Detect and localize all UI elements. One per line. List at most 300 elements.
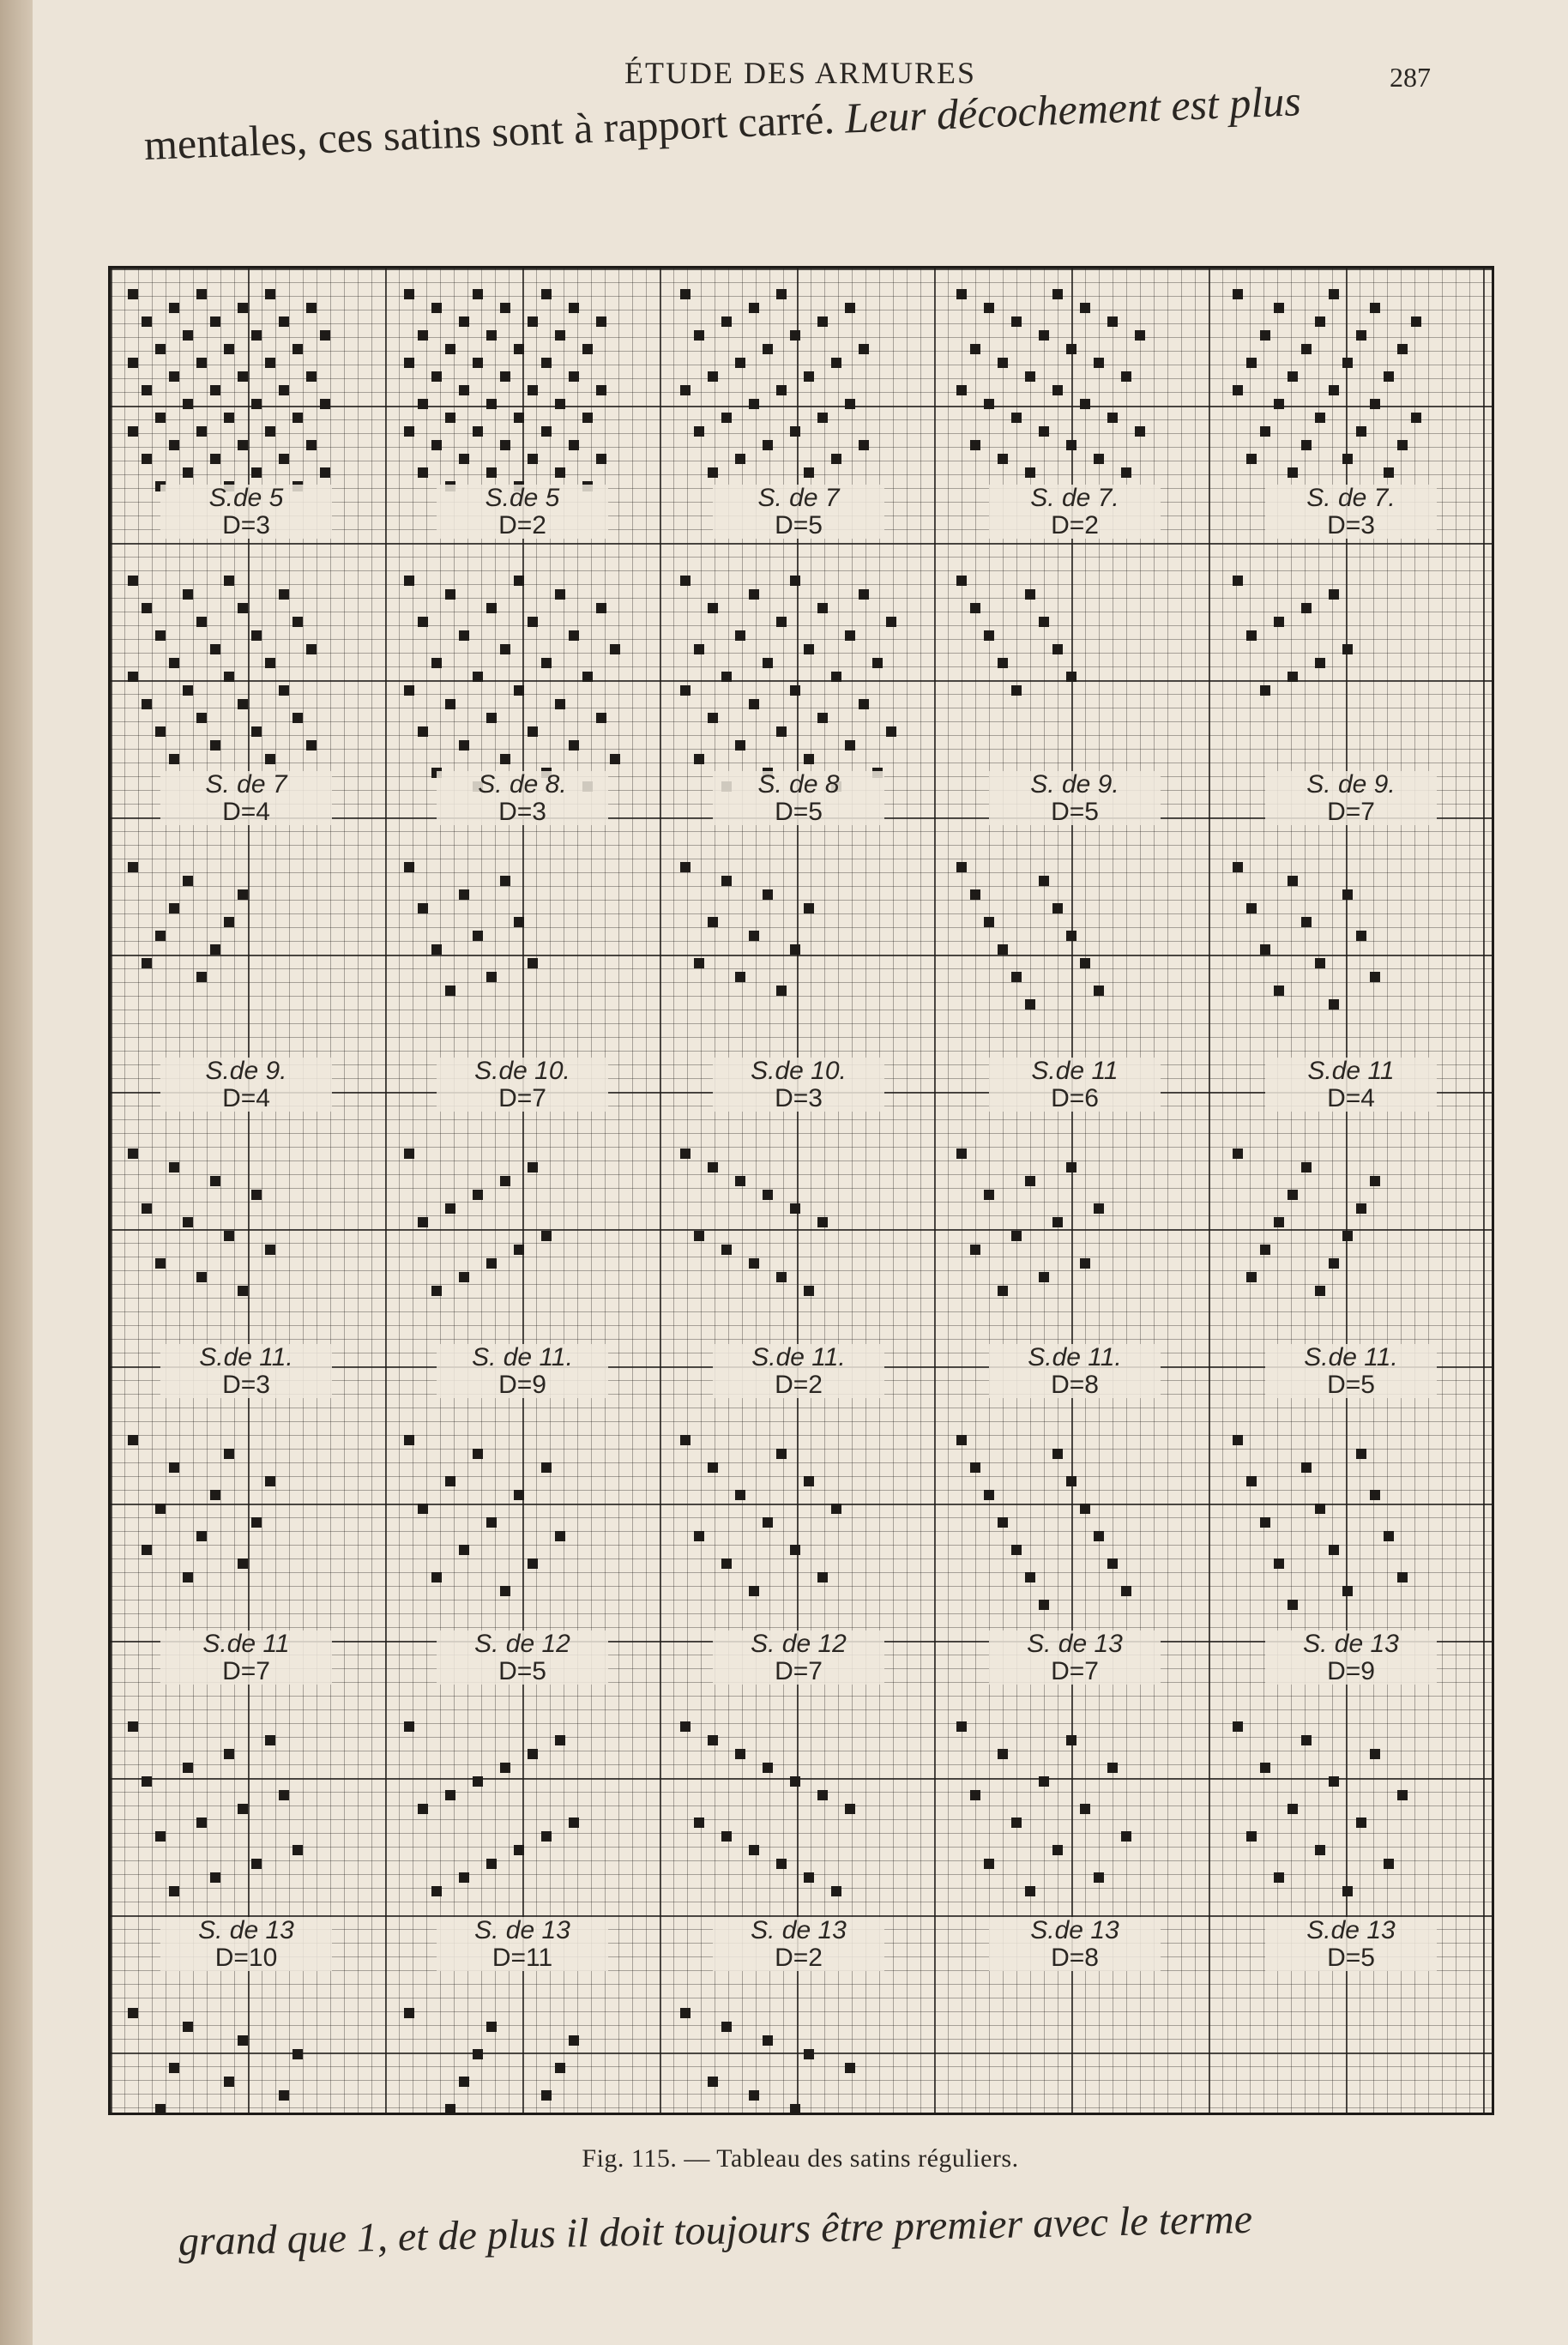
weave-point xyxy=(1233,576,1243,586)
weave-point xyxy=(1342,1231,1353,1241)
satin-label xyxy=(989,1631,1161,1685)
book-gutter xyxy=(0,0,33,2345)
satin-label-name: S. de 11. xyxy=(472,1343,573,1371)
weave-point xyxy=(1121,1831,1131,1842)
weave-point xyxy=(459,740,469,751)
satin-label-step: D=4 xyxy=(222,1083,270,1112)
weave-point xyxy=(859,589,869,600)
satin-pattern xyxy=(680,2008,855,2113)
weave-point xyxy=(251,630,262,641)
weave-point xyxy=(1260,330,1270,341)
weave-point xyxy=(514,685,524,696)
weave-point xyxy=(306,303,317,313)
weave-point xyxy=(984,917,994,927)
satin-pattern xyxy=(680,1435,841,1596)
weave-point xyxy=(749,589,759,600)
weave-point xyxy=(183,2022,193,2032)
satin-label-name: S. de 8. xyxy=(478,770,567,799)
book-page xyxy=(33,0,1568,2345)
satin-label-name: S.de 11 xyxy=(1307,1057,1395,1085)
weave-point xyxy=(265,658,275,668)
weave-point xyxy=(998,358,1008,368)
weave-point xyxy=(528,385,538,395)
weave-point xyxy=(1260,685,1270,696)
weave-point xyxy=(1397,1790,1408,1800)
satin-label xyxy=(1265,1058,1437,1112)
weave-point xyxy=(708,371,718,382)
weave-point xyxy=(265,1245,275,1255)
weave-point xyxy=(763,440,773,450)
satin-label-name: S. de 12 xyxy=(474,1630,570,1658)
weave-point xyxy=(817,316,828,327)
weave-point xyxy=(763,658,773,668)
weave-point xyxy=(1011,972,1022,982)
weave-point xyxy=(1121,1586,1131,1596)
weave-point xyxy=(1246,1831,1257,1842)
weave-point xyxy=(694,1531,704,1541)
weave-point xyxy=(721,1245,732,1255)
weave-point xyxy=(1384,1859,1394,1869)
weave-point xyxy=(776,1272,787,1282)
weave-point xyxy=(486,399,497,409)
weave-point xyxy=(1274,303,1284,313)
weave-point xyxy=(790,426,800,437)
weave-point xyxy=(251,467,262,478)
weave-point xyxy=(596,316,606,327)
satin-label-name: S. de 13 xyxy=(1027,1630,1123,1658)
weave-point xyxy=(998,1749,1008,1759)
weave-point xyxy=(459,316,469,327)
weave-point xyxy=(418,399,428,409)
weave-point xyxy=(790,1776,800,1787)
weave-point xyxy=(514,413,524,423)
satin-label-name: S.de 11. xyxy=(1028,1343,1122,1371)
weave-point xyxy=(1315,1286,1325,1296)
weave-point xyxy=(804,1872,814,1883)
satin-label-step: D=5 xyxy=(1327,1370,1375,1399)
satin-label xyxy=(160,1344,332,1398)
weave-point xyxy=(431,303,442,313)
weave-point xyxy=(169,1162,179,1172)
satin-label-name: S. de 9. xyxy=(1030,770,1119,799)
weave-point xyxy=(1039,1600,1049,1610)
weave-point xyxy=(1080,1504,1090,1514)
weave-point xyxy=(500,1176,510,1186)
weave-point xyxy=(569,303,579,313)
weave-point xyxy=(708,2077,718,2087)
weave-point xyxy=(776,289,787,299)
satin-pattern xyxy=(1233,576,1353,696)
satin-label-name: S.de 9. xyxy=(205,1057,287,1085)
weave-point xyxy=(196,972,207,982)
weave-point xyxy=(1039,330,1049,341)
weave-point xyxy=(998,1286,1008,1296)
weave-point xyxy=(445,2104,455,2113)
weave-point xyxy=(1356,426,1366,437)
weave-point xyxy=(1107,413,1118,423)
weave-point xyxy=(169,440,179,450)
weave-point xyxy=(1094,358,1104,368)
weave-point xyxy=(183,1217,193,1227)
weave-point xyxy=(459,2077,469,2087)
weave-point xyxy=(142,958,152,968)
satin-pattern xyxy=(956,862,1104,1010)
weave-point xyxy=(1329,289,1339,299)
weave-point xyxy=(155,726,166,737)
weave-point xyxy=(1301,344,1312,354)
weave-point xyxy=(680,385,691,395)
satin-label-step: D=8 xyxy=(1051,1943,1099,1972)
satin-label-step: D=2 xyxy=(498,510,546,540)
weave-point xyxy=(680,862,691,872)
weave-point xyxy=(210,1176,220,1186)
weave-point xyxy=(1329,1545,1339,1555)
weave-point xyxy=(1052,1449,1063,1459)
satin-label-name: S.de 11. xyxy=(199,1343,293,1371)
weave-point xyxy=(210,944,220,955)
weave-point xyxy=(486,1258,497,1269)
satin-pattern xyxy=(128,1148,275,1296)
weave-point xyxy=(1094,986,1104,996)
satin-pattern xyxy=(128,576,317,764)
weave-point xyxy=(1066,440,1076,450)
weave-point xyxy=(279,685,289,696)
weave-point xyxy=(418,1804,428,1814)
weave-point xyxy=(1288,371,1298,382)
satin-pattern xyxy=(1233,289,1421,478)
weave-point xyxy=(1135,330,1145,341)
weave-point xyxy=(1025,467,1035,478)
weave-point xyxy=(680,2008,691,2018)
weave-point xyxy=(817,413,828,423)
weave-point xyxy=(1329,385,1339,395)
satin-pattern xyxy=(404,289,606,491)
satin-pattern xyxy=(1233,1148,1380,1296)
weave-point xyxy=(680,1435,691,1445)
weave-point xyxy=(804,2049,814,2059)
weave-point xyxy=(1052,1217,1063,1227)
weave-point xyxy=(956,1435,967,1445)
weave-point xyxy=(790,2104,800,2113)
body-text-bottom: grand que 1, et de plus il doit toujours être premier avec le terme xyxy=(178,2196,1253,2264)
weave-point xyxy=(1288,1600,1298,1610)
weave-point xyxy=(404,289,414,299)
weave-point xyxy=(224,1231,234,1241)
weave-point xyxy=(528,617,538,627)
weave-point xyxy=(431,1286,442,1296)
weave-point xyxy=(555,1531,565,1541)
weave-point xyxy=(404,685,414,696)
weave-point xyxy=(265,1476,275,1486)
page-number: 287 xyxy=(1390,62,1431,93)
satin-label-name: S.de 10. xyxy=(751,1057,847,1085)
satin-pattern xyxy=(128,862,248,982)
weave-point xyxy=(708,603,718,613)
weave-point xyxy=(1342,889,1353,900)
weave-point xyxy=(1315,1504,1325,1514)
weave-point xyxy=(142,1776,152,1787)
weave-point xyxy=(292,713,303,723)
weave-point xyxy=(735,1490,745,1500)
weave-point xyxy=(238,889,248,900)
weave-point xyxy=(306,644,317,654)
weave-point xyxy=(486,713,497,723)
weave-point xyxy=(169,903,179,913)
weave-point xyxy=(224,413,234,423)
weave-point xyxy=(790,685,800,696)
satin-label-step: D=2 xyxy=(775,1943,823,1972)
weave-point xyxy=(817,603,828,613)
satin-table-figure xyxy=(108,266,1494,2115)
weave-point xyxy=(859,440,869,450)
weave-point xyxy=(418,330,428,341)
weave-point xyxy=(1301,917,1312,927)
weave-point xyxy=(224,344,234,354)
satin-label-step: D=8 xyxy=(1051,1370,1099,1399)
weave-point xyxy=(1397,440,1408,450)
satin-label xyxy=(1265,485,1437,539)
weave-point xyxy=(735,358,745,368)
weave-point xyxy=(528,454,538,464)
weave-point xyxy=(1315,958,1325,968)
satin-label-step: D=7 xyxy=(222,1656,270,1685)
weave-point xyxy=(749,303,759,313)
satin-label xyxy=(160,1631,332,1685)
weave-point xyxy=(1260,1763,1270,1773)
satin-label-step: D=2 xyxy=(1051,510,1099,540)
weave-point xyxy=(763,1190,773,1200)
weave-point xyxy=(859,344,869,354)
weave-point xyxy=(265,358,275,368)
weave-point xyxy=(1094,1203,1104,1214)
weave-point xyxy=(128,1435,138,1445)
weave-point xyxy=(1025,999,1035,1010)
weave-point xyxy=(970,344,980,354)
weave-point xyxy=(1039,1776,1049,1787)
weave-point xyxy=(306,440,317,450)
weave-point xyxy=(541,426,552,437)
weave-point xyxy=(582,413,593,423)
weave-point xyxy=(1052,289,1063,299)
weave-point xyxy=(1301,1735,1312,1745)
satin-label xyxy=(989,771,1161,825)
weave-point xyxy=(265,754,275,764)
weave-point xyxy=(128,576,138,586)
weave-point xyxy=(582,672,593,682)
weave-point xyxy=(500,303,510,313)
weave-point xyxy=(1025,1886,1035,1896)
weave-point xyxy=(1135,426,1145,437)
satin-pattern xyxy=(956,576,1076,696)
weave-point xyxy=(1246,358,1257,368)
weave-point xyxy=(1397,344,1408,354)
satin-label-step: D=2 xyxy=(775,1370,823,1399)
weave-point xyxy=(528,1558,538,1569)
weave-point xyxy=(183,876,193,886)
weave-point xyxy=(1246,1476,1257,1486)
weave-point xyxy=(776,385,787,395)
weave-point xyxy=(1080,399,1090,409)
weave-point xyxy=(596,385,606,395)
weave-point xyxy=(238,1558,248,1569)
weave-point xyxy=(1233,862,1243,872)
weave-point xyxy=(183,589,193,600)
weave-point xyxy=(1107,1558,1118,1569)
weave-point xyxy=(1274,986,1284,996)
weave-point xyxy=(486,330,497,341)
weave-point xyxy=(128,672,138,682)
weave-point xyxy=(831,454,841,464)
satin-label-step: D=5 xyxy=(1051,797,1099,826)
weave-point xyxy=(1233,289,1243,299)
satin-label-step: D=3 xyxy=(1327,510,1375,540)
satin-label-name: S.de 13 xyxy=(1030,1916,1119,1944)
weave-point xyxy=(459,454,469,464)
weave-point xyxy=(1039,876,1049,886)
weave-point xyxy=(984,630,994,641)
weave-point xyxy=(555,330,565,341)
weave-point xyxy=(418,617,428,627)
weave-point xyxy=(956,289,967,299)
weave-point xyxy=(886,726,896,737)
weave-point xyxy=(1370,399,1380,409)
weave-point xyxy=(486,467,497,478)
weave-point xyxy=(210,454,220,464)
weave-point xyxy=(224,2077,234,2087)
weave-point xyxy=(694,426,704,437)
weave-point xyxy=(859,699,869,709)
weave-point xyxy=(541,1231,552,1241)
weave-point xyxy=(1039,1272,1049,1282)
weave-point xyxy=(1233,385,1243,395)
weave-point xyxy=(749,699,759,709)
weave-point xyxy=(183,1572,193,1582)
weave-point xyxy=(1066,672,1076,682)
weave-point xyxy=(196,617,207,627)
weave-point xyxy=(1370,1749,1380,1759)
weave-point xyxy=(500,644,510,654)
weave-point xyxy=(486,1517,497,1528)
weave-point xyxy=(1233,1435,1243,1445)
body-text-top-italic: Leur décochement est plus xyxy=(844,76,1302,142)
satin-pattern xyxy=(404,1721,579,1896)
satin-label-step: D=7 xyxy=(1327,797,1375,826)
weave-point xyxy=(582,344,593,354)
weave-point xyxy=(1260,1245,1270,1255)
weave-point xyxy=(142,454,152,464)
weave-point xyxy=(694,644,704,654)
weave-point xyxy=(500,371,510,382)
weave-point xyxy=(169,1462,179,1473)
weave-point xyxy=(320,399,330,409)
weave-point xyxy=(984,303,994,313)
weave-point xyxy=(486,1859,497,1869)
weave-point xyxy=(251,1517,262,1528)
weave-point xyxy=(956,862,967,872)
weave-point xyxy=(804,371,814,382)
weave-point xyxy=(708,1162,718,1172)
weave-point xyxy=(459,1872,469,1883)
weave-point xyxy=(1370,303,1380,313)
weave-point xyxy=(1039,426,1049,437)
weave-point xyxy=(1094,1872,1104,1883)
weave-point xyxy=(473,358,483,368)
satin-pattern xyxy=(1233,1721,1408,1896)
weave-point xyxy=(196,713,207,723)
satin-label xyxy=(437,1344,608,1398)
weave-point xyxy=(845,1804,855,1814)
satin-label-step: D=4 xyxy=(1327,1083,1375,1112)
weave-point xyxy=(292,1845,303,1855)
weave-point xyxy=(1246,903,1257,913)
weave-point xyxy=(1025,1572,1035,1582)
satin-pattern xyxy=(128,2008,303,2113)
weave-point xyxy=(569,740,579,751)
weave-point xyxy=(1288,672,1298,682)
weave-point xyxy=(1397,1572,1408,1582)
satin-label-step: D=7 xyxy=(1051,1656,1099,1685)
weave-point xyxy=(956,385,967,395)
satin-label xyxy=(1265,771,1437,825)
weave-point xyxy=(514,917,524,927)
weave-point xyxy=(776,986,787,996)
weave-point xyxy=(169,1886,179,1896)
weave-point xyxy=(196,1272,207,1282)
weave-point xyxy=(1329,1258,1339,1269)
weave-point xyxy=(1025,589,1035,600)
weave-point xyxy=(514,1845,524,1855)
weave-point xyxy=(210,316,220,327)
weave-point xyxy=(1080,1804,1090,1814)
weave-point xyxy=(541,289,552,299)
weave-point xyxy=(169,371,179,382)
weave-point xyxy=(183,685,193,696)
satin-label xyxy=(713,1917,884,1971)
weave-point xyxy=(1315,1845,1325,1855)
weave-point xyxy=(473,1449,483,1459)
weave-point xyxy=(845,740,855,751)
weave-point xyxy=(238,371,248,382)
weave-point xyxy=(128,862,138,872)
weave-point xyxy=(845,2063,855,2073)
weave-point xyxy=(404,1721,414,1732)
weave-point xyxy=(1066,1735,1076,1745)
weave-point xyxy=(500,754,510,764)
weave-point xyxy=(1342,1586,1353,1596)
weave-point xyxy=(984,1490,994,1500)
weave-point xyxy=(169,2063,179,2073)
satin-label xyxy=(437,1631,608,1685)
satin-label-name: S. de 7. xyxy=(1306,484,1396,512)
weave-point xyxy=(183,330,193,341)
weave-point xyxy=(128,289,138,299)
satin-label-name: S. de 13 xyxy=(1303,1630,1399,1658)
running-head: ÉTUDE DES ARMURES xyxy=(624,56,977,90)
satin-pattern xyxy=(404,1435,565,1596)
weave-point xyxy=(528,1749,538,1759)
satin-patterns xyxy=(111,268,1492,2113)
weave-point xyxy=(292,617,303,627)
weave-point xyxy=(445,986,455,996)
weave-point xyxy=(776,617,787,627)
satin-label-name: S. de 13 xyxy=(474,1916,570,1944)
weave-point xyxy=(694,1231,704,1241)
weave-point xyxy=(956,576,967,586)
weave-point xyxy=(528,1162,538,1172)
weave-point xyxy=(694,754,704,764)
weave-point xyxy=(1370,1176,1380,1186)
weave-point xyxy=(1356,1449,1366,1459)
